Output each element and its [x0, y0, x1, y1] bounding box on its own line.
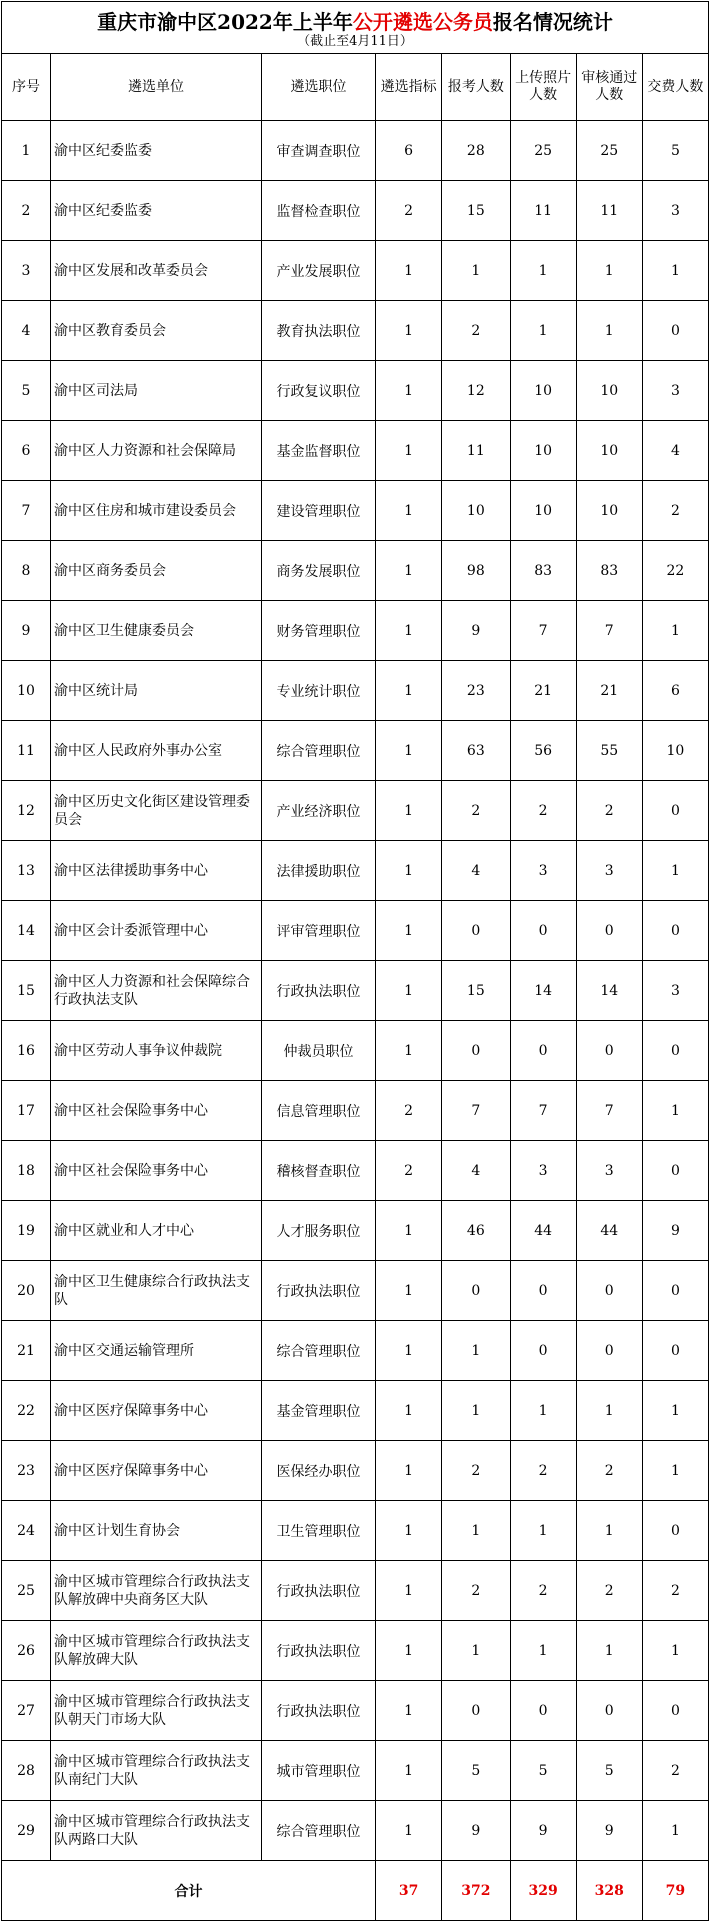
row-applicants: 98 [442, 541, 510, 601]
row-photos: 9 [510, 1801, 576, 1861]
row-photos: 5 [510, 1741, 576, 1801]
title-part2: 报名情况统计 [492, 10, 613, 34]
row-unit: 渝中区医疗保障事务中心 [51, 1381, 262, 1441]
row-applicants: 0 [442, 1681, 510, 1741]
row-quota: 1 [376, 841, 442, 901]
row-paid: 0 [642, 1141, 708, 1201]
row-photos: 0 [510, 1021, 576, 1081]
row-quota: 1 [376, 1561, 442, 1621]
title-part1: 重庆市渝中区2022年上半年 [97, 10, 353, 34]
row-position: 教育执法职位 [261, 301, 375, 361]
row-unit: 渝中区社会保险事务中心 [51, 1141, 262, 1201]
header-paid: 交费人数 [642, 54, 708, 121]
row-quota: 1 [376, 1741, 442, 1801]
table-row [2, 721, 709, 781]
row-approved: 2 [576, 1441, 642, 1501]
row-paid: 22 [642, 541, 708, 601]
row-applicants: 0 [442, 1261, 510, 1321]
table-row [2, 301, 709, 361]
title-highlight: 公开遴选公务员 [352, 10, 493, 34]
row-position: 行政执法职位 [261, 961, 375, 1021]
row-position: 行政执法职位 [261, 1261, 375, 1321]
row-photos: 11 [510, 181, 576, 241]
row-approved: 2 [576, 1561, 642, 1621]
row-quota: 1 [376, 1261, 442, 1321]
total-label: 合计 [2, 1861, 376, 1921]
row-photos: 7 [510, 601, 576, 661]
row-applicants: 15 [442, 961, 510, 1021]
total-paid: 79 [642, 1861, 708, 1921]
header-position: 遴选职位 [261, 54, 375, 121]
row-unit: 渝中区统计局 [51, 661, 262, 721]
row-applicants: 2 [442, 781, 510, 841]
row-quota: 1 [376, 1381, 442, 1441]
row-position: 评审管理职位 [261, 901, 375, 961]
row-unit: 渝中区人力资源和社会保障局 [51, 421, 262, 481]
row-approved: 0 [576, 901, 642, 961]
row-position: 产业经济职位 [261, 781, 375, 841]
row-applicants: 23 [442, 661, 510, 721]
total-applicants: 372 [442, 1861, 510, 1921]
row-position: 行政复议职位 [261, 361, 375, 421]
table-row [2, 601, 709, 661]
row-approved: 55 [576, 721, 642, 781]
subtitle: （截止至4月11日） [297, 34, 413, 49]
row-photos: 10 [510, 361, 576, 421]
table-row [2, 1441, 709, 1501]
row-quota: 2 [376, 1141, 442, 1201]
table-row [2, 961, 709, 1021]
row-index: 12 [2, 781, 51, 841]
row-applicants: 12 [442, 361, 510, 421]
row-unit: 渝中区城市管理综合行政执法支队南纪门大队 [51, 1741, 262, 1801]
table-row [2, 1801, 709, 1861]
row-paid: 1 [642, 1381, 708, 1441]
row-paid: 6 [642, 661, 708, 721]
row-quota: 1 [376, 781, 442, 841]
row-position: 城市管理职位 [261, 1741, 375, 1801]
row-quota: 1 [376, 1681, 442, 1741]
row-approved: 7 [576, 601, 642, 661]
row-index: 11 [2, 721, 51, 781]
row-unit: 渝中区城市管理综合行政执法支队解放碑中央商务区大队 [51, 1561, 262, 1621]
table-row [2, 841, 709, 901]
row-quota: 1 [376, 1441, 442, 1501]
row-unit: 渝中区人力资源和社会保障综合行政执法支队 [51, 961, 262, 1021]
row-position: 信息管理职位 [261, 1081, 375, 1141]
row-quota: 1 [376, 1321, 442, 1381]
row-position: 商务发展职位 [261, 541, 375, 601]
row-quota: 1 [376, 421, 442, 481]
table-row [2, 421, 709, 481]
table-row [2, 901, 709, 961]
row-approved: 10 [576, 361, 642, 421]
table-body [2, 121, 709, 1861]
row-photos: 0 [510, 1261, 576, 1321]
row-unit: 渝中区劳动人事争议仲裁院 [51, 1021, 262, 1081]
row-photos: 21 [510, 661, 576, 721]
row-index: 7 [2, 481, 51, 541]
row-quota: 1 [376, 1201, 442, 1261]
row-photos: 2 [510, 781, 576, 841]
row-position: 综合管理职位 [261, 1321, 375, 1381]
row-paid: 2 [642, 1561, 708, 1621]
row-photos: 14 [510, 961, 576, 1021]
row-applicants: 11 [442, 421, 510, 481]
row-paid: 0 [642, 301, 708, 361]
row-applicants: 4 [442, 1141, 510, 1201]
total-photos: 329 [510, 1861, 576, 1921]
row-applicants: 0 [442, 1021, 510, 1081]
row-index: 22 [2, 1381, 51, 1441]
row-paid: 3 [642, 961, 708, 1021]
table-row [2, 1501, 709, 1561]
header-approved: 审核通过人数 [576, 54, 642, 121]
row-paid: 0 [642, 781, 708, 841]
row-approved: 21 [576, 661, 642, 721]
row-photos: 1 [510, 1501, 576, 1561]
total-quota: 37 [376, 1861, 442, 1921]
row-unit: 渝中区教育委员会 [51, 301, 262, 361]
header-quota: 遴选指标 [376, 54, 442, 121]
total-approved: 328 [576, 1861, 642, 1921]
row-applicants: 7 [442, 1081, 510, 1141]
row-applicants: 1 [442, 241, 510, 301]
row-paid: 1 [642, 1081, 708, 1141]
row-photos: 25 [510, 121, 576, 181]
row-position: 建设管理职位 [261, 481, 375, 541]
row-index: 27 [2, 1681, 51, 1741]
total-row [2, 1861, 709, 1921]
statistics-table [1, 53, 709, 1921]
row-position: 基金监督职位 [261, 421, 375, 481]
row-photos: 3 [510, 841, 576, 901]
row-index: 9 [2, 601, 51, 661]
row-position: 审查调查职位 [261, 121, 375, 181]
row-approved: 10 [576, 481, 642, 541]
row-index: 16 [2, 1021, 51, 1081]
row-unit: 渝中区商务委员会 [51, 541, 262, 601]
row-photos: 3 [510, 1141, 576, 1201]
row-approved: 1 [576, 1621, 642, 1681]
row-paid: 2 [642, 481, 708, 541]
row-index: 24 [2, 1501, 51, 1561]
row-unit: 渝中区城市管理综合行政执法支队两路口大队 [51, 1801, 262, 1861]
row-paid: 4 [642, 421, 708, 481]
row-photos: 2 [510, 1561, 576, 1621]
row-index: 15 [2, 961, 51, 1021]
row-paid: 3 [642, 181, 708, 241]
row-applicants: 1 [442, 1321, 510, 1381]
row-quota: 1 [376, 961, 442, 1021]
row-applicants: 1 [442, 1621, 510, 1681]
row-quota: 1 [376, 1501, 442, 1561]
row-position: 医保经办职位 [261, 1441, 375, 1501]
row-approved: 0 [576, 1261, 642, 1321]
row-index: 6 [2, 421, 51, 481]
row-index: 29 [2, 1801, 51, 1861]
row-quota: 1 [376, 361, 442, 421]
row-index: 3 [2, 241, 51, 301]
row-paid: 1 [642, 241, 708, 301]
row-applicants: 4 [442, 841, 510, 901]
row-approved: 10 [576, 421, 642, 481]
row-applicants: 1 [442, 1381, 510, 1441]
row-applicants: 0 [442, 901, 510, 961]
row-photos: 0 [510, 1681, 576, 1741]
row-index: 19 [2, 1201, 51, 1261]
table-row [2, 241, 709, 301]
row-paid: 2 [642, 1741, 708, 1801]
row-quota: 1 [376, 601, 442, 661]
row-photos: 1 [510, 301, 576, 361]
row-approved: 3 [576, 1141, 642, 1201]
row-approved: 0 [576, 1321, 642, 1381]
row-position: 综合管理职位 [261, 1801, 375, 1861]
table-row [2, 1261, 709, 1321]
table-row [2, 1561, 709, 1621]
row-unit: 渝中区社会保险事务中心 [51, 1081, 262, 1141]
row-position: 专业统计职位 [261, 661, 375, 721]
header-row [2, 54, 709, 121]
row-photos: 44 [510, 1201, 576, 1261]
row-index: 4 [2, 301, 51, 361]
table-row [2, 541, 709, 601]
row-approved: 1 [576, 241, 642, 301]
row-quota: 1 [376, 1801, 442, 1861]
row-approved: 25 [576, 121, 642, 181]
row-paid: 5 [642, 121, 708, 181]
row-index: 26 [2, 1621, 51, 1681]
row-applicants: 2 [442, 1561, 510, 1621]
row-photos: 0 [510, 1321, 576, 1381]
row-unit: 渝中区城市管理综合行政执法支队朝天门市场大队 [51, 1681, 262, 1741]
row-applicants: 1 [442, 1501, 510, 1561]
row-position: 财务管理职位 [261, 601, 375, 661]
row-applicants: 9 [442, 601, 510, 661]
table-row [2, 481, 709, 541]
table-row [2, 1621, 709, 1681]
table-row [2, 1201, 709, 1261]
row-approved: 2 [576, 781, 642, 841]
table-row [2, 121, 709, 181]
row-quota: 1 [376, 241, 442, 301]
row-photos: 56 [510, 721, 576, 781]
row-unit: 渝中区计划生育协会 [51, 1501, 262, 1561]
row-paid: 3 [642, 361, 708, 421]
row-paid: 1 [642, 601, 708, 661]
row-unit: 渝中区会计委派管理中心 [51, 901, 262, 961]
table-row [2, 781, 709, 841]
row-index: 21 [2, 1321, 51, 1381]
row-approved: 9 [576, 1801, 642, 1861]
row-position: 产业发展职位 [261, 241, 375, 301]
row-index: 14 [2, 901, 51, 961]
row-photos: 10 [510, 481, 576, 541]
row-applicants: 28 [442, 121, 510, 181]
row-index: 28 [2, 1741, 51, 1801]
row-applicants: 5 [442, 1741, 510, 1801]
row-unit: 渝中区城市管理综合行政执法支队解放碑大队 [51, 1621, 262, 1681]
statistics-sheet [1, 1, 709, 1921]
row-approved: 11 [576, 181, 642, 241]
row-position: 综合管理职位 [261, 721, 375, 781]
row-quota: 6 [376, 121, 442, 181]
row-position: 仲裁员职位 [261, 1021, 375, 1081]
row-approved: 83 [576, 541, 642, 601]
row-applicants: 15 [442, 181, 510, 241]
row-position: 行政执法职位 [261, 1561, 375, 1621]
row-photos: 7 [510, 1081, 576, 1141]
row-photos: 2 [510, 1441, 576, 1501]
row-unit: 渝中区法律援助事务中心 [51, 841, 262, 901]
page-title [2, 2, 708, 34]
row-index: 17 [2, 1081, 51, 1141]
row-photos: 1 [510, 1621, 576, 1681]
table-row [2, 661, 709, 721]
table-row [2, 1021, 709, 1081]
row-paid: 10 [642, 721, 708, 781]
row-approved: 1 [576, 301, 642, 361]
row-position: 法律援助职位 [261, 841, 375, 901]
row-position: 监督检查职位 [261, 181, 375, 241]
row-approved: 5 [576, 1741, 642, 1801]
row-unit: 渝中区住房和城市建设委员会 [51, 481, 262, 541]
table-row [2, 181, 709, 241]
row-unit: 渝中区人民政府外事办公室 [51, 721, 262, 781]
row-index: 5 [2, 361, 51, 421]
row-paid: 9 [642, 1201, 708, 1261]
row-unit: 渝中区纪委监委 [51, 121, 262, 181]
row-approved: 44 [576, 1201, 642, 1261]
row-unit: 渝中区司法局 [51, 361, 262, 421]
row-index: 2 [2, 181, 51, 241]
row-quota: 1 [376, 1021, 442, 1081]
row-paid: 0 [642, 1261, 708, 1321]
row-approved: 0 [576, 1681, 642, 1741]
row-quota: 1 [376, 541, 442, 601]
row-unit: 渝中区卫生健康综合行政执法支队 [51, 1261, 262, 1321]
table-row [2, 361, 709, 421]
row-unit: 渝中区纪委监委 [51, 181, 262, 241]
row-photos: 83 [510, 541, 576, 601]
row-approved: 1 [576, 1501, 642, 1561]
row-paid: 1 [642, 841, 708, 901]
table-row [2, 1321, 709, 1381]
row-quota: 1 [376, 481, 442, 541]
row-index: 18 [2, 1141, 51, 1201]
row-paid: 0 [642, 1501, 708, 1561]
row-unit: 渝中区交通运输管理所 [51, 1321, 262, 1381]
row-photos: 1 [510, 1381, 576, 1441]
row-quota: 1 [376, 301, 442, 361]
row-applicants: 9 [442, 1801, 510, 1861]
row-index: 25 [2, 1561, 51, 1621]
row-unit: 渝中区卫生健康委员会 [51, 601, 262, 661]
row-quota: 1 [376, 721, 442, 781]
row-applicants: 10 [442, 481, 510, 541]
row-paid: 0 [642, 1681, 708, 1741]
row-unit: 渝中区历史文化街区建设管理委员会 [51, 781, 262, 841]
row-position: 行政执法职位 [261, 1681, 375, 1741]
row-applicants: 63 [442, 721, 510, 781]
row-position: 基金管理职位 [261, 1381, 375, 1441]
title-block [1, 1, 709, 53]
row-quota: 1 [376, 901, 442, 961]
row-index: 8 [2, 541, 51, 601]
row-photos: 0 [510, 901, 576, 961]
table-row [2, 1381, 709, 1441]
table-row [2, 1741, 709, 1801]
row-approved: 1 [576, 1381, 642, 1441]
row-approved: 14 [576, 961, 642, 1021]
row-position: 卫生管理职位 [261, 1501, 375, 1561]
row-paid: 1 [642, 1441, 708, 1501]
table-row [2, 1681, 709, 1741]
row-position: 行政执法职位 [261, 1621, 375, 1681]
row-paid: 0 [642, 1321, 708, 1381]
row-quota: 2 [376, 1081, 442, 1141]
row-position: 稽核督查职位 [261, 1141, 375, 1201]
row-applicants: 46 [442, 1201, 510, 1261]
row-applicants: 2 [442, 301, 510, 361]
row-approved: 0 [576, 1021, 642, 1081]
row-unit: 渝中区发展和改革委员会 [51, 241, 262, 301]
row-applicants: 2 [442, 1441, 510, 1501]
row-quota: 2 [376, 181, 442, 241]
row-unit: 渝中区医疗保障事务中心 [51, 1441, 262, 1501]
table-row [2, 1081, 709, 1141]
row-paid: 0 [642, 1021, 708, 1081]
row-approved: 7 [576, 1081, 642, 1141]
row-paid: 1 [642, 1621, 708, 1681]
header-unit: 遴选单位 [51, 54, 262, 121]
row-index: 10 [2, 661, 51, 721]
header-applicants: 报考人数 [442, 54, 510, 121]
row-unit: 渝中区就业和人才中心 [51, 1201, 262, 1261]
row-photos: 1 [510, 241, 576, 301]
row-quota: 1 [376, 661, 442, 721]
row-index: 13 [2, 841, 51, 901]
row-quota: 1 [376, 1621, 442, 1681]
row-approved: 3 [576, 841, 642, 901]
row-index: 20 [2, 1261, 51, 1321]
row-paid: 1 [642, 1801, 708, 1861]
row-photos: 10 [510, 421, 576, 481]
row-position: 人才服务职位 [261, 1201, 375, 1261]
row-index: 23 [2, 1441, 51, 1501]
header-index: 序号 [2, 54, 51, 121]
table-row [2, 1141, 709, 1201]
header-photos: 上传照片人数 [510, 54, 576, 121]
row-paid: 0 [642, 901, 708, 961]
row-index: 1 [2, 121, 51, 181]
